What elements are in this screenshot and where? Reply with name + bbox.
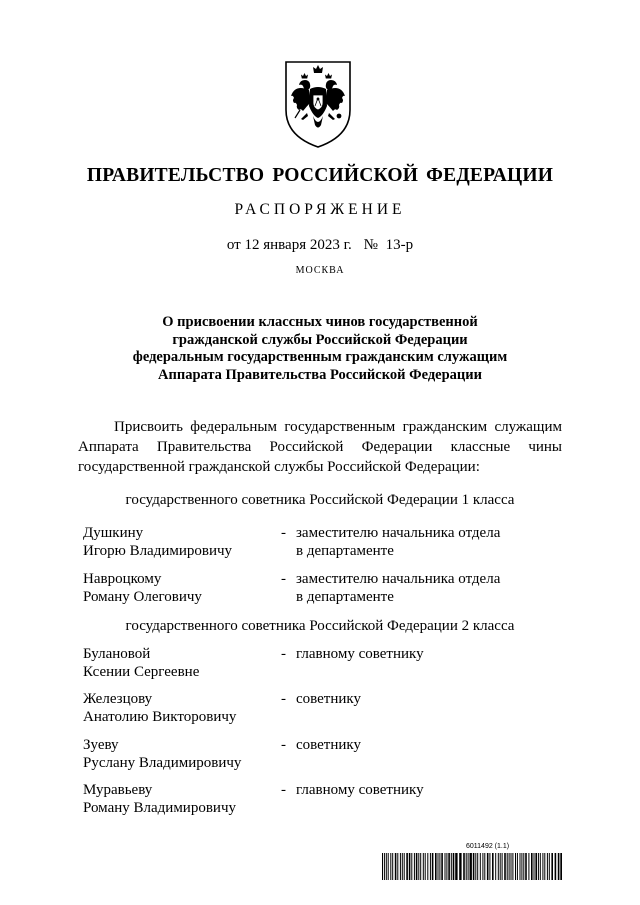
barcode-icon bbox=[382, 853, 562, 880]
rank-heading-class-2: государственного советника Российской Федерации 2 класса bbox=[125, 618, 515, 634]
person-name bbox=[83, 690, 273, 726]
given-name: Руслану Владимировичу bbox=[83, 755, 242, 771]
person-name bbox=[83, 781, 273, 817]
person-position bbox=[296, 736, 566, 754]
person-position bbox=[296, 524, 566, 560]
document-subject bbox=[0, 314, 640, 384]
number-sign: № bbox=[363, 237, 378, 253]
position-line: главному советнику bbox=[296, 646, 424, 662]
position-line: советнику bbox=[296, 737, 361, 753]
position-line: заместителю начальника отдела bbox=[296, 571, 501, 587]
person-position bbox=[296, 570, 566, 606]
given-name: Ксении Сергеевне bbox=[83, 664, 200, 680]
position-line: советнику bbox=[296, 691, 361, 707]
intro-line: государственной гражданской службы Российской Федерации: bbox=[78, 459, 480, 475]
surname: Муравьеву bbox=[83, 782, 153, 798]
position-line: в департаменте bbox=[296, 589, 394, 605]
person-name bbox=[83, 645, 273, 681]
surname: Навроцкому bbox=[83, 571, 162, 587]
person-position bbox=[296, 645, 566, 663]
dash: - bbox=[281, 646, 286, 662]
person-position bbox=[296, 690, 566, 708]
intro-line: Аппарата Правительства Российской Федерации классные чины bbox=[78, 439, 562, 455]
dash: - bbox=[281, 737, 286, 753]
person-name bbox=[83, 524, 273, 560]
barcode-number: 6011492 (1.1) bbox=[466, 843, 510, 850]
person-name bbox=[83, 570, 273, 606]
subject-line: гражданской службы Российской Федерации bbox=[172, 331, 468, 348]
subject-line: О присвоении классных чинов государственной bbox=[162, 314, 478, 330]
rank-heading-class-1: государственного советника Российской Федерации 1 класса bbox=[125, 492, 515, 508]
document-city: МОСКВА bbox=[295, 265, 345, 276]
position-line: в департаменте bbox=[296, 543, 394, 559]
subject-line: Аппарата Правительства Российской Федерации bbox=[158, 366, 482, 383]
dash: - bbox=[281, 782, 286, 798]
coat-of-arms-emblem bbox=[283, 58, 353, 150]
person-name bbox=[83, 736, 273, 772]
dash: - bbox=[281, 525, 286, 541]
surname: Железцову bbox=[83, 691, 153, 707]
dash: - bbox=[281, 571, 286, 587]
given-name: Роману Владимировичу bbox=[83, 800, 236, 816]
double-headed-eagle-icon bbox=[283, 58, 353, 150]
barcode bbox=[382, 853, 562, 880]
position-line: заместителю начальника отдела bbox=[296, 525, 501, 541]
dash: - bbox=[281, 691, 286, 707]
given-name: Роману Олеговичу bbox=[83, 589, 202, 605]
given-name: Анатолию Викторовичу bbox=[83, 709, 237, 725]
intro-paragraph bbox=[78, 417, 562, 477]
subject-line: федеральным государственным гражданским служащим bbox=[132, 349, 508, 365]
government-title: ПРАВИТЕЛЬСТВО РОССИЙСКОЙ ФЕДЕРАЦИИ bbox=[86, 165, 554, 186]
given-name: Игорю Владимировичу bbox=[83, 543, 233, 559]
document-type: РАСПОРЯЖЕНИЕ bbox=[234, 201, 406, 218]
surname: Зуеву bbox=[83, 737, 119, 753]
document-date-line bbox=[0, 237, 640, 254]
document-number: 13-р bbox=[385, 237, 414, 253]
surname: Душкину bbox=[83, 525, 144, 541]
intro-line: Присвоить федеральным государственным гражданским служащим bbox=[114, 419, 562, 435]
document-date: от 12 января 2023 г. bbox=[226, 237, 352, 253]
position-line: главному советнику bbox=[296, 782, 424, 798]
person-position bbox=[296, 781, 566, 799]
surname: Булановой bbox=[83, 646, 151, 662]
